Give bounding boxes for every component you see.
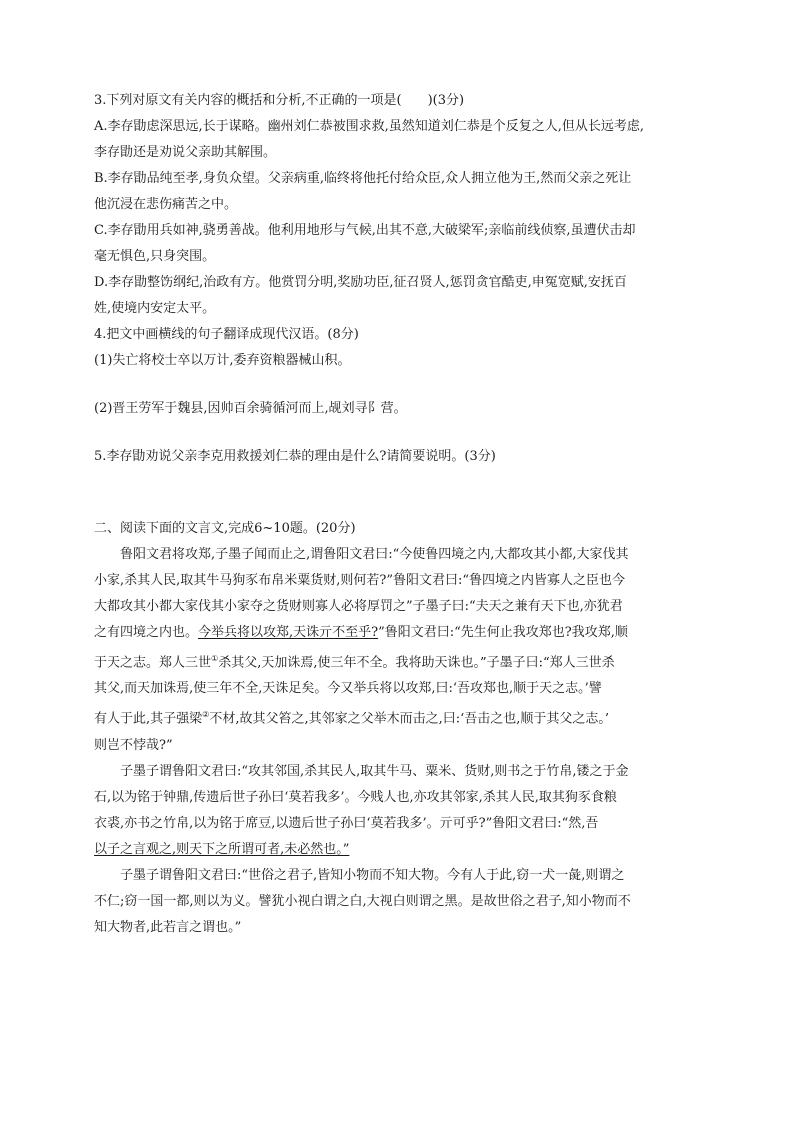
option-c-line-1: C.李存勖用兵如神,骁勇善战。他利用地形与气候,出其不意,大破梁军;亲临前线侦察,虽遭伏击却 bbox=[94, 223, 636, 238]
passage-text: 杀其父,天加诛焉,使三年不全。我将助天诛也。”子墨子曰:“郑人三世杀 bbox=[218, 655, 615, 671]
option-b-line-1: B.李存勖品纯至孝,身负众望。父亲病重,临终将他托付给众臣,众人拥立他为王,然而父亲之死让 bbox=[94, 171, 632, 186]
option-d-line-2: 姓,使境内安定太平。 bbox=[94, 301, 216, 316]
passage-p1-line-2: 小家,杀其人民,取其牛马狗豕布帛米粟货财,则何若?”鲁阳文君曰:“鲁四境之内皆寡人之臣也今 bbox=[94, 573, 626, 588]
option-a-line-2: 李存勖还是劝说父亲助其解围。 bbox=[94, 145, 277, 160]
footnote-marker-2: ② bbox=[202, 710, 210, 720]
passage-p3-line-2: 不仁;窃一国一都,则以为义。譬犹小视白谓之白,大视白则谓之黑。是故世俗之君子,知小物而不 bbox=[94, 893, 631, 909]
question-4-sentence-1: (1)失亡将校士卒以万计,委弃资粮器械山积。 bbox=[94, 353, 351, 368]
passage-p1-line-6: 其父,而天加诛焉,使三年不全,天诛足矣。今又举兵将以攻郑,曰:‘吾攻郑也,顺于天之志。’譬 bbox=[94, 681, 602, 697]
passage-p1-line-1: 鲁阳文君将攻郑,子墨子闻而止之,谓鲁阳文君曰:“今使鲁四境之内,大都攻其小都,大家伐其 bbox=[120, 547, 629, 562]
underlined-sentence: 今举兵将以攻郑,天诛亓不至乎? bbox=[198, 625, 379, 640]
passage-p2-line-4 bbox=[94, 841, 706, 859]
option-a-line-1: A.李存勖虑深思远,长于谋略。幽州刘仁恭被围求救,虽然知道刘仁恭是个反复之人,但从长远考虑, bbox=[94, 119, 645, 134]
question-3-stem: 3.下列对原文有关内容的概括和分析,不正确的一项是( )(3分) bbox=[94, 93, 465, 108]
passage-p2-line-1: 子墨子谓鲁阳文君曰:“攻其邻国,杀其民人,取其牛马、粟米、货财,则书之于竹帛,镂之于金 bbox=[120, 763, 629, 779]
footnote-marker-1: ① bbox=[211, 654, 219, 663]
document-page bbox=[94, 92, 706, 945]
question-4-sentence-2: (2)晋王劳军于魏县,因帅百余骑循河而上,觇刘寻阝营。 bbox=[94, 401, 407, 416]
passage-text: 于天之志。郑人三世 bbox=[94, 655, 212, 671]
passage-p1-line-3: 大都攻其小都大家伐其小家夺之货财则寡人必将厚罚之”子墨子曰:“夫天之兼有天下也,亦犹君 bbox=[94, 599, 623, 614]
passage-text: ”鲁阳文君曰:“先生何止我攻郑也?我攻郑,顺 bbox=[378, 625, 628, 640]
option-d-line-1: D.李存勖整饬纲纪,治政有方。他赏罚分明,奖励功臣,征召贤人,惩罚贪官酷吏,申冤宽赋,安抚百 bbox=[94, 275, 627, 290]
passage-text: 之有四境之内也。 bbox=[94, 625, 199, 640]
passage-p3-line-1: 子墨子谓鲁阳文君曰:“世俗之君子,皆知小物而不知大物。今有人于此,窃一犬一彘,则谓之 bbox=[120, 867, 625, 883]
passage-p2-line-2: 石,以为铭于钟鼎,传遗后世子孙曰‘莫若我多’。今贱人也,亦攻其邻家,杀其人民,取其狗豕食粮 bbox=[94, 789, 617, 805]
option-c-line-2: 毫无惧色,只身突围。 bbox=[94, 249, 216, 264]
passage-p2-line-3: 衣裘,亦书之竹帛,以为铭于席豆,以遗后世子孙曰‘莫若我多’。亓可乎?”鲁阳文君曰:“然,吾 bbox=[94, 815, 599, 831]
passage-text: 有人于此,其子强梁 bbox=[94, 711, 203, 727]
section-2-heading: 二、阅读下面的文言文,完成6~10题。(20分) bbox=[94, 521, 356, 536]
question-4-stem: 4.把文中画横线的句子翻译成现代汉语。(8分) bbox=[94, 327, 359, 342]
passage-p1-line-7 bbox=[94, 706, 706, 728]
passage-p3-line-3: 知大物者,此若言之谓也。” bbox=[94, 919, 242, 935]
passage-text: 不材,故其父笞之,其邻家之父举木而击之,曰:‘吾击之也,顺于其父之志。’ bbox=[209, 711, 609, 727]
underlined-sentence: 以子之言观之,则天下之所谓可者,未必然也。” bbox=[94, 841, 350, 857]
passage-p1-line-4 bbox=[94, 624, 706, 642]
question-5-stem: 5.李存勖劝说父亲李克用救援刘仁恭的理由是什么?请简要说明。(3分) bbox=[94, 449, 496, 464]
option-b-line-2: 他沉浸在悲伤痛苦之中。 bbox=[94, 197, 238, 212]
passage-p1-line-8: 则岂不悖哉?” bbox=[94, 737, 173, 753]
passage-p1-line-5 bbox=[94, 650, 706, 672]
